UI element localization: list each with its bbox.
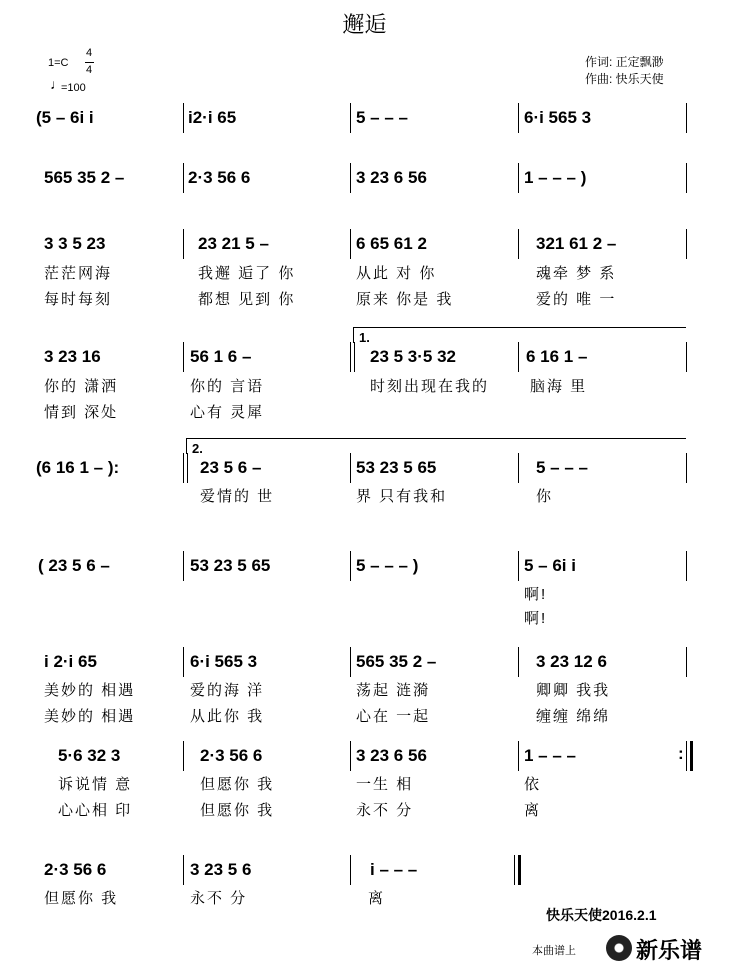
lyric: 每时每刻 — [44, 291, 113, 308]
lyric: 但愿你 我 — [44, 890, 119, 907]
lyric: 爱情的 世 — [200, 488, 275, 505]
measure: 3 23 5 6 — [190, 860, 252, 879]
lyric: 爱的海 洋 — [190, 682, 265, 699]
volta-bracket-2 — [186, 438, 686, 439]
measure: 565 35 2 – — [44, 168, 125, 187]
measure: 3 23 12 6 — [536, 652, 607, 671]
arranger-signature: 快乐天使2016.2.1 — [546, 907, 657, 923]
measure: 2·3 56 6 — [44, 860, 107, 879]
measure: 53 23 5 65 — [190, 556, 271, 575]
lyric: 情到 深处 — [44, 404, 119, 421]
lyric: 心心相 印 — [58, 802, 133, 819]
measure: 5 – 6i i — [524, 556, 576, 575]
lyric: 啊! — [524, 610, 548, 627]
measure: (6 16 1 – ): — [36, 458, 120, 477]
lyric: 诉说情 意 — [58, 776, 133, 793]
measure: 56 1 6 – — [190, 347, 252, 366]
measure: 1 – – – ) — [524, 168, 587, 187]
measure: 3 23 16 — [44, 347, 101, 366]
lyric: 卿卿 我我 — [536, 682, 611, 699]
measure: ( 23 5 6 – — [38, 556, 110, 575]
brand-logo: 新乐谱 — [636, 938, 703, 963]
lyricist-credit: 作词: 正定飘渺 — [585, 55, 664, 69]
measure: 6·i 565 3 — [190, 652, 258, 671]
lyric: 心在 一起 — [356, 708, 431, 725]
lyric: 缠缠 绵绵 — [536, 708, 611, 725]
lyric: 但愿你 我 — [200, 776, 275, 793]
lyric: 心有 灵犀 — [190, 404, 265, 421]
lyric: 荡起 涟漪 — [356, 682, 431, 699]
measure: i 2·i 65 — [44, 652, 97, 671]
lyric: 时刻出现在我的 — [370, 378, 490, 395]
lyric: 脑海 里 — [530, 378, 588, 395]
lyric: 离 — [368, 890, 386, 907]
measure: 5 – – – ) — [356, 556, 419, 575]
lyric: 你 — [536, 488, 554, 505]
measure: 565 35 2 – — [356, 652, 437, 671]
footer-text: 本曲谱上 — [532, 945, 576, 957]
lyric: 界 只有我和 — [356, 488, 448, 505]
lyric: 你的 潇洒 — [44, 378, 119, 395]
measure: 6·i 565 3 — [524, 108, 592, 127]
measure: 23 21 5 – — [198, 234, 269, 253]
measure: 321 61 2 – — [536, 234, 617, 253]
measure: i2·i 65 — [188, 108, 237, 127]
measure: 53 23 5 65 — [356, 458, 437, 477]
volta-bracket-1 — [353, 327, 686, 328]
repeat-dots: : — [678, 744, 684, 763]
measure: 3 23 6 56 — [356, 746, 427, 765]
record-disc-icon — [606, 935, 632, 961]
measure: 23 5 6 – — [200, 458, 262, 477]
lyric: 爱的 唯 一 — [536, 291, 617, 308]
key-signature: 1=C — [48, 57, 69, 69]
lyric: 我邂 逅了 你 — [198, 265, 296, 282]
composer-credit: 作曲: 快乐天使 — [585, 72, 664, 86]
lyric: 但愿你 我 — [200, 802, 275, 819]
measure: (5 – 6i i — [36, 108, 94, 127]
lyric: 从此你 我 — [190, 708, 265, 725]
lyric: 美妙的 相遇 — [44, 708, 136, 725]
lyric: 离 — [524, 802, 542, 819]
measure: 5 – – – — [536, 458, 588, 477]
measure: 5·6 32 3 — [58, 746, 121, 765]
lyric: 你的 言语 — [190, 378, 265, 395]
lyric: 从此 对 你 — [356, 265, 437, 282]
final-barline — [518, 855, 521, 885]
tempo-mark: =100 — [61, 82, 86, 94]
measure: i – – – — [370, 860, 418, 879]
repeat-end-barline — [690, 741, 693, 771]
lyric: 都想 见到 你 — [198, 291, 296, 308]
measure: 23 5 3·5 32 — [370, 347, 457, 366]
measure: 5 – – – — [356, 108, 408, 127]
lyric: 永不 分 — [190, 890, 248, 907]
volta-label-2: 2. — [192, 441, 203, 456]
lyric: 永不 分 — [356, 802, 414, 819]
time-signature-bottom: 4 — [86, 64, 93, 76]
measure: 6 16 1 – — [526, 347, 588, 366]
lyric: 美妙的 相遇 — [44, 682, 136, 699]
lyric: 啊! — [524, 586, 548, 603]
measure: 3 3 5 23 — [44, 234, 106, 253]
time-signature-top: 4 — [86, 47, 93, 59]
lyric: 一生 相 — [356, 776, 414, 793]
lyric: 原来 你是 我 — [356, 291, 454, 308]
measure: 2·3 56 6 — [200, 746, 263, 765]
measure: 1 – – – — [524, 746, 576, 765]
measure: 6 65 61 2 — [356, 234, 427, 253]
lyric: 茫茫网海 — [44, 265, 113, 282]
lyric: 依 — [524, 776, 542, 793]
song-title: 邂逅 — [342, 12, 387, 37]
measure: 2·3 56 6 — [188, 168, 251, 187]
measure: 3 23 6 56 — [356, 168, 427, 187]
quarter-note-icon: ♩ — [50, 76, 64, 92]
lyric: 魂牵 梦 系 — [536, 265, 617, 282]
volta-label-1: 1. — [359, 330, 370, 345]
